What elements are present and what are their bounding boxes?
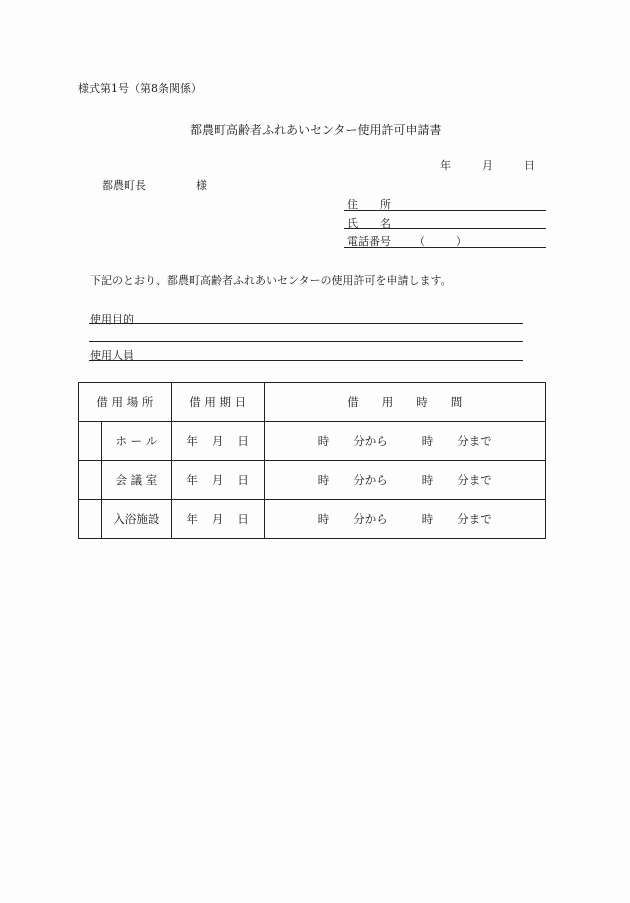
table-indent-cell <box>79 422 102 461</box>
date-day-label: 日 <box>524 159 535 172</box>
phone-paren-open: （ <box>414 235 425 248</box>
people-label: 使用人員 <box>90 349 134 362</box>
time-min-from: 分から <box>353 512 388 526</box>
place-cell <box>101 422 171 461</box>
period-year: 年 <box>186 512 198 526</box>
place-cell <box>101 461 171 500</box>
addressee-honorific: 様 <box>196 179 207 192</box>
header-place: 借 用 場 所 <box>79 383 172 422</box>
purpose-label: 使用目的 <box>90 313 134 326</box>
time-hour-to: 時 <box>421 434 434 448</box>
purpose-underline-2 <box>89 341 523 342</box>
time-hour-to: 時 <box>421 512 434 526</box>
time-hour-from: 時 <box>317 512 330 526</box>
period-day: 日 <box>237 434 249 448</box>
application-statement: 下記のとおり、都農町高齢者ふれあいセンターの使用許可を申請します。 <box>90 274 452 287</box>
form-number: 様式第1号（第8条関係） <box>78 82 202 95</box>
period-month: 月 <box>211 512 224 526</box>
time-min-to: 分まで <box>457 512 492 526</box>
header-time: 借 用 時 間 <box>264 383 545 422</box>
place-label: 会 議 室 <box>115 473 158 487</box>
document-title: 都農町高齢者ふれあいセンター使用許可申請書 <box>190 123 442 137</box>
people-underline <box>89 360 523 361</box>
period-year: 年 <box>186 434 198 448</box>
header-period: 借 用 期 日 <box>171 383 264 422</box>
name-underline <box>344 228 546 229</box>
phone-underline <box>344 247 546 248</box>
address-underline <box>344 210 546 211</box>
table-indent-cell <box>79 500 102 539</box>
table-row <box>79 500 546 539</box>
time-min-from: 分から <box>353 434 388 448</box>
time-hour-to: 時 <box>421 473 434 487</box>
addressee-name: 都農町長 <box>102 179 146 192</box>
name-label: 氏 名 <box>347 217 391 230</box>
time-min-from: 分から <box>353 473 388 487</box>
table-header-row <box>79 383 546 422</box>
date-line <box>440 157 535 173</box>
time-hour-from: 時 <box>317 473 330 487</box>
period-cell <box>171 461 264 500</box>
place-label: ホ ー ル <box>115 434 158 448</box>
period-cell <box>171 500 264 539</box>
period-month: 月 <box>211 473 224 487</box>
date-month-label: 月 <box>482 159 493 172</box>
period-year: 年 <box>186 473 198 487</box>
period-cell <box>171 422 264 461</box>
address-label: 住 所 <box>347 198 391 211</box>
period-day: 日 <box>237 473 249 487</box>
usage-table <box>78 382 546 539</box>
place-label: 入浴施設 <box>113 512 160 526</box>
time-min-to: 分まで <box>457 434 492 448</box>
table-row <box>79 422 546 461</box>
phone-paren-close: ） <box>456 235 467 248</box>
place-cell <box>101 500 171 539</box>
table-indent-cell <box>79 461 102 500</box>
table-row <box>79 461 546 500</box>
time-min-to: 分まで <box>457 473 492 487</box>
phone-label: 電話番号 <box>347 235 391 248</box>
time-cell <box>264 461 545 500</box>
purpose-underline-1 <box>89 323 523 324</box>
period-month: 月 <box>211 434 224 448</box>
time-cell <box>264 500 545 539</box>
time-cell <box>264 422 545 461</box>
period-day: 日 <box>237 512 249 526</box>
date-year-label: 年 <box>440 159 451 172</box>
time-hour-from: 時 <box>317 434 330 448</box>
